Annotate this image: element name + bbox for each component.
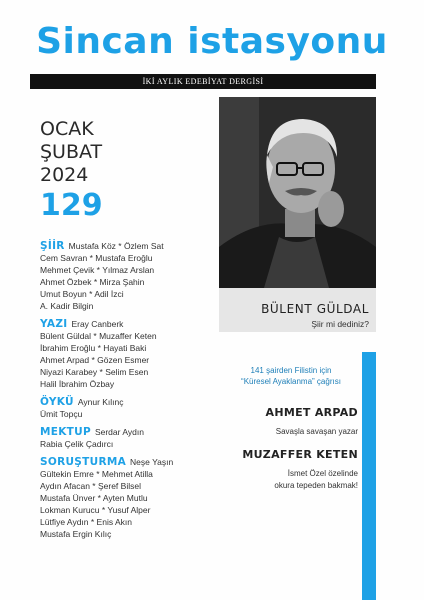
author-portrait — [219, 97, 376, 288]
section-inquiry — [40, 456, 218, 540]
magazine-title: Sincan istasyonu — [36, 21, 388, 62]
contributor-line: Bülent Güldal * Muzaffer Keten — [40, 331, 157, 341]
highlight-note — [224, 365, 358, 387]
article-title-keten-2: okura tepeden bakmak! — [274, 481, 358, 490]
contributor-line: Mehmet Çevik * Yılmaz Arslan — [40, 265, 155, 275]
section-heading: ÖYKÜ — [40, 396, 74, 408]
issue-year: 2024 — [40, 164, 89, 186]
contents-list — [40, 240, 218, 546]
contributor-line: Serdar Aydın — [94, 427, 144, 437]
section-heading: YAZI — [40, 318, 68, 330]
magazine-subtitle: İKİ AYLIK EDEBİYAT DERGİSİ — [30, 74, 376, 89]
contributor-line: Lütfiye Aydın * Enis Akın — [40, 517, 132, 527]
section-poetry — [40, 240, 218, 312]
note-line: 141 şairden Filistin için — [250, 366, 332, 375]
contributor-line: Ahmet Arpad * Gözen Esmer — [40, 355, 150, 365]
contributor-line: Mustafa Ergin Kılıç — [40, 529, 112, 539]
contributor-line: Umut Boyun * Adil İzci — [40, 289, 124, 299]
issue-number: 129 — [40, 188, 103, 223]
contributor-line: Mustafa Köz * Özlem Sat — [68, 241, 164, 251]
contributor-line: Mustafa Ünver * Ayten Mutlu — [40, 493, 148, 503]
issue-month-2: ŞUBAT — [40, 141, 103, 163]
portrait-illustration — [219, 97, 376, 288]
contributor-line: Aydın Afacan * Şeref Bilsel — [40, 481, 141, 491]
contributor-line: İbrahim Eroğlu * Hayati Baki — [40, 343, 147, 353]
section-letter — [40, 426, 218, 450]
accent-stripe — [362, 352, 376, 600]
article-author-keten: MUZAFFER KETEN — [242, 448, 358, 461]
contributor-line: Ahmet Özbek * Mirza Şahin — [40, 277, 145, 287]
issue-month-1: OCAK — [40, 118, 94, 140]
contributor-line: A. Kadir Bilgin — [40, 301, 94, 311]
section-essay — [40, 318, 218, 390]
contributor-line: Eray Canberk — [71, 319, 124, 329]
feature-author-name: BÜLENT GÜLDAL — [261, 302, 369, 316]
article-title-keten-1: İsmet Özel özelinde — [287, 469, 358, 478]
section-story — [40, 396, 218, 420]
contributor-line: Halil İbrahim Özbay — [40, 379, 115, 389]
contributor-line: Gültekin Emre * Mehmet Atilla — [40, 469, 153, 479]
section-heading: ŞİİR — [40, 240, 65, 252]
contributor-line: Rabia Çelik Çadırcı — [40, 439, 114, 449]
issue-block — [40, 118, 103, 223]
section-heading: SORUŞTURMA — [40, 456, 127, 468]
contributor-line: Aynur Kılınç — [77, 397, 124, 407]
contributor-line: Cem Savran * Mustafa Eroğlu — [40, 253, 153, 263]
contributor-line: Lokman Kurucu * Yusuf Alper — [40, 505, 151, 515]
article-author-arpad: AHMET ARPAD — [265, 406, 358, 419]
contributor-line: Neşe Yaşın — [130, 457, 174, 467]
note-line: “Küresel Ayaklanma” çağrısı — [241, 377, 341, 386]
contributor-line: Ümit Topçu — [40, 409, 83, 419]
article-title-arpad: Savaşla savaşan yazar — [275, 427, 358, 436]
feature-article-title: Şiir mi dediniz? — [311, 319, 369, 329]
contributor-line: Niyazi Karabey * Selim Esen — [40, 367, 149, 377]
section-heading: MEKTUP — [40, 426, 91, 438]
